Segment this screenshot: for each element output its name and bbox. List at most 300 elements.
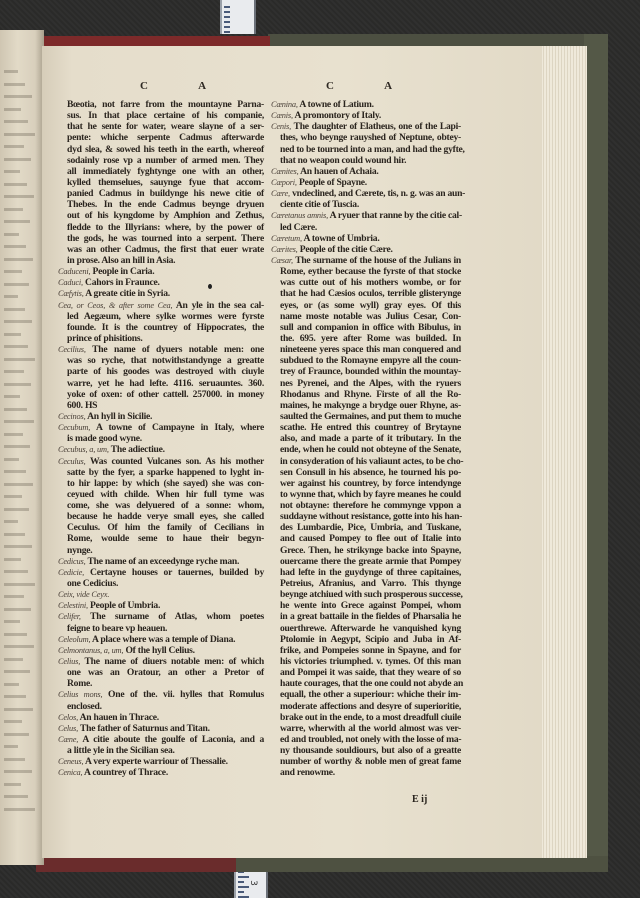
definition-text: warre, wherwith al the world almost was ver- [280, 722, 461, 734]
text-line [271, 277, 461, 288]
text-line [58, 500, 264, 511]
facing-page-text-fragment [4, 708, 33, 711]
definition-text: An hauen of Achaia. [298, 165, 379, 177]
text-line [271, 611, 461, 622]
facing-page-text-fragment [4, 495, 22, 498]
facing-page-text-fragment [4, 745, 18, 748]
text-line [271, 623, 461, 634]
definition-text: The father of Saturnus and Titan. [77, 722, 210, 734]
binding-red-bottom [36, 858, 236, 872]
text-line [271, 701, 461, 712]
text-line [58, 478, 264, 489]
text-line [271, 556, 461, 567]
dictionary-entry-line [58, 734, 264, 745]
text-line [271, 656, 461, 667]
dictionary-entry-line [58, 689, 264, 700]
text-line [271, 199, 461, 210]
definition-text: ouercame there the greate armie that Pompey [280, 555, 461, 567]
text-line [271, 300, 461, 311]
definition-text: prince of phisitions. [67, 332, 143, 344]
facing-page-text-fragment [4, 258, 33, 261]
definition-text: kylled themselues, sauynge fyue that accom- [67, 176, 264, 188]
facing-page-text-fragment [4, 645, 34, 648]
facing-page-text-fragment [4, 195, 34, 198]
definition-text: eyes, or (as some wyll) gray eyes. Of this [280, 299, 461, 311]
text-line [58, 333, 264, 344]
text-line [58, 378, 264, 389]
facing-page-text-fragment [4, 345, 28, 348]
facing-page-text-fragment [4, 445, 30, 448]
definition-text: Bœotia, not farre from the mountayne Parna- [67, 99, 264, 110]
text-line [58, 322, 264, 333]
dictionary-entry-line [271, 177, 461, 188]
facing-page-text-fragment [4, 233, 19, 236]
text-line [271, 366, 461, 377]
text-line [271, 745, 461, 756]
facing-page-text-fragment [4, 208, 23, 211]
text-line [58, 467, 264, 478]
dictionary-entry-line [271, 121, 461, 132]
signature-mark: E ij [412, 794, 428, 805]
text-line [271, 266, 461, 277]
text-line [271, 311, 461, 322]
facing-page-text-fragment [4, 683, 19, 686]
facing-page-text-fragment [4, 533, 25, 536]
definition-text: he wente into Grece against Pompei, whom [280, 600, 461, 612]
definition-text: satte by the fyer, a sparke happened to lyght in- [67, 466, 264, 478]
facing-page-text-fragment [4, 520, 18, 523]
definition-text: An yle in the sea cal- [172, 299, 264, 311]
facing-page-text-fragment [4, 658, 23, 661]
facing-page-text-fragment [4, 183, 27, 186]
text-line [271, 645, 461, 656]
text-line [271, 589, 461, 600]
facing-page-text-fragment [4, 95, 32, 98]
facing-page-text-fragment [4, 470, 26, 473]
definition-text: sus. In that place certaine of his companie, [67, 110, 264, 122]
headword: Celestini, [58, 601, 88, 611]
text-line [271, 433, 461, 444]
facing-page-text-fragment [4, 795, 28, 798]
dictionary-entry-line [58, 444, 264, 455]
ruler-tick [224, 31, 230, 33]
facing-page-text-fragment [4, 433, 23, 436]
headword: Cecubum, [58, 423, 91, 433]
definition-text: and caused Pompey to flee out of Italie into [280, 533, 461, 545]
facing-page-text-fragment [4, 283, 29, 286]
dictionary-entry-line [58, 288, 264, 299]
definition-text: name moste notable was Julius Cesar, Con- [280, 310, 461, 322]
text-line [271, 389, 461, 400]
ruler-tick [224, 6, 230, 8]
headword: Celius mons, [58, 690, 103, 700]
text-line [271, 333, 461, 344]
definition-text: number of worthy & noble men of great fame [280, 756, 461, 768]
facing-page-edge [0, 30, 44, 865]
text-line [58, 155, 264, 166]
headword: Celius, [58, 657, 81, 667]
facing-page-text-fragment [4, 170, 20, 173]
facing-page-text-fragment [4, 295, 18, 298]
dictionary-entry-line [58, 656, 264, 667]
text-line [271, 400, 461, 411]
facing-page-text-fragment [4, 420, 34, 423]
facing-page-text-fragment [4, 633, 27, 636]
dictionary-entry-line [58, 611, 264, 622]
definition-text: ed and troubled, not onely with the losse of ma- [280, 734, 462, 746]
definition-text: Petreius, Afranius, and Varro. This thynge [280, 578, 461, 590]
text-line [271, 489, 461, 500]
text-line [271, 545, 461, 556]
text-line [58, 132, 264, 143]
text-line [271, 411, 461, 422]
text-line [58, 233, 264, 244]
definition-text: nynge. [67, 544, 93, 556]
text-line [271, 712, 461, 723]
definition-text: wer against his countrey, by force intendynge [280, 477, 461, 489]
text-line [271, 723, 461, 734]
text-line [58, 144, 264, 155]
dictionary-entry-line [58, 589, 264, 600]
definition-text: Rome, eyther because the fyrste of that stocke [280, 266, 461, 278]
text-line [58, 745, 264, 756]
headword: Cedicus, [58, 556, 86, 566]
headword: Cæfytis, [58, 289, 84, 299]
facing-page-text-fragment [4, 395, 20, 398]
definition-text: A towne of Latium. [297, 99, 374, 110]
text-line [271, 500, 461, 511]
measuring-ruler-top [220, 0, 256, 34]
text-line [271, 767, 461, 778]
facing-page-text-fragment [4, 808, 35, 811]
definition-text: saulted the Germaines, and put them to muche [280, 410, 461, 422]
text-line [271, 756, 461, 767]
definition-text: not obtayne: therefore he commynge vppon a [280, 500, 461, 512]
text-line [58, 110, 264, 121]
definition-text: Ptolomie in Aegypt, Scipio and Juba in Af- [280, 633, 461, 645]
definition-text: brake out in the ende, to a most dreadfull ciuile [280, 711, 462, 723]
definition-text: A promontory of Italy. [292, 110, 381, 122]
dictionary-entry-line [271, 166, 461, 177]
text-line [271, 600, 461, 611]
definition-text: Rome. [67, 678, 93, 690]
text-line [271, 634, 461, 645]
text-line [58, 210, 264, 221]
text-line [58, 522, 264, 533]
headword: Cænis, [271, 111, 293, 121]
dictionary-entry-line [58, 712, 264, 723]
dictionary-entry-line [271, 210, 461, 221]
headword: Cenis, [271, 122, 291, 132]
facing-page-text-fragment [4, 608, 31, 611]
definition-text: A towne of Umbria. [301, 232, 380, 244]
definition-text: had lefte in the guydynge of three capitaines, [280, 566, 461, 578]
definition-text: Thebes. In the ende Cadmus beynge dryuen [67, 199, 264, 211]
ruler-tick [238, 876, 249, 878]
definition-text: subdued to the Romayne empyre all the coun- [280, 355, 461, 367]
headword: Cea, or Ceos, & after some Cea, [58, 300, 173, 310]
definition-text: panied Cadmus in buildynge his newe citie of [67, 188, 264, 200]
text-line [271, 132, 461, 143]
definition-text: his victories triumphed. v. tymes. Of this man [280, 656, 461, 668]
headword: Celos, [58, 712, 78, 722]
text-line [58, 244, 264, 255]
text-line [271, 378, 461, 389]
definition-text: parte of his goodes was destroyed with ciuyle [67, 366, 264, 378]
dictionary-entry-line [271, 244, 461, 255]
dictionary-entry-line [58, 300, 264, 311]
ruler-tick [224, 11, 230, 13]
headword: Cærites, [271, 244, 298, 254]
definition-text: one Cedicius. [67, 578, 119, 590]
facing-page-text-fragment [4, 158, 31, 161]
headword: Cænina, [271, 100, 298, 109]
definition-text: ny thousande souldiours, but also of a greatte [280, 745, 461, 757]
definition-text: Certayne houses or tauernes, builded by [84, 566, 264, 578]
definition-text: Of the hyll Celius. [123, 644, 195, 656]
definition-text: ciente citie of Tuscia. [280, 199, 359, 211]
headword: Cedicie, [58, 567, 85, 577]
definition-text: come, she was delyuered of a sonne: whom, [67, 500, 264, 512]
text-line [58, 545, 264, 556]
ruler-tick [238, 881, 244, 883]
definition-text: A very experte warriour of Thessalie. [83, 756, 228, 768]
definition-text: vndeclined, and Cærete, tis, n. g. was an aun- [289, 188, 466, 200]
definition-text: Rhodanus and Rhyne. Firste of all the Ro- [280, 388, 461, 400]
text-line [58, 355, 264, 366]
definition-text: because he hadde verye small eyes, she called [67, 511, 264, 523]
dictionary-entry-line [58, 767, 264, 778]
text-line [271, 455, 464, 467]
text-line [271, 689, 461, 700]
dictionary-entry-line [58, 344, 264, 355]
definition-text: was so ryche, that notwithstandynge a greatte [67, 355, 264, 367]
facing-page-text-fragment [4, 408, 27, 411]
definition-text: An hyll in Sicilie. [85, 410, 153, 422]
facing-page-text-fragment [4, 695, 26, 698]
facing-page-text-fragment [4, 458, 19, 461]
definition-text: The surname of Atlas, whom poetes [80, 611, 264, 623]
definition-text: nes Pyrenei, and the Alpes, with the ryuers [280, 377, 461, 389]
dictionary-entry-line [271, 233, 461, 244]
text-line [271, 578, 461, 589]
facing-page-text-fragment [4, 545, 32, 548]
headword: Celeolum, [58, 634, 91, 644]
definition-text: haute courages, that the one could not abyde an [280, 678, 464, 690]
dictionary-entry-line [58, 277, 264, 288]
definition-text: is made good wyne. [67, 433, 142, 445]
facing-page-text-fragment [4, 620, 20, 623]
text-line [271, 444, 461, 455]
definition-text: Cahors in Fraunce. [82, 277, 160, 289]
text-line [271, 422, 461, 433]
definition-text: dyd slea, & sowed his teeth in the earth, whereof [67, 143, 264, 155]
headword: Celmontanus, a, um, [58, 645, 124, 655]
text-line [271, 678, 464, 690]
dictionary-entry-line [58, 634, 264, 645]
running-head-right: C A [326, 80, 417, 92]
facing-page-text-fragment [4, 70, 18, 73]
facing-page-text-fragment [4, 383, 31, 386]
text-line [58, 389, 264, 400]
definition-text: People of the citie Cære. [297, 243, 393, 255]
definition-text: moderate affections and desyre of superioritie, [280, 700, 461, 712]
left-column [58, 99, 264, 779]
facing-page-text-fragment [4, 270, 22, 273]
dictionary-entry-line [58, 456, 264, 467]
text-line [58, 311, 264, 322]
definition-text: An hauen in Thrace. [77, 711, 159, 723]
definition-text: ouerthrewe. Afterwarde he vanquished kyng [280, 622, 461, 634]
definition-text: also, and made a parte of it tributary. In the [280, 433, 461, 445]
definition-text: was an other Cadmus, the first that euer wrate [67, 243, 264, 255]
text-line [271, 222, 461, 233]
definition-text: that he had Cæsios oculos, terrible glisterynge [280, 288, 461, 300]
dictionary-entry-line [271, 255, 461, 266]
definition-text: A towne of Campayne in Italy, where [90, 422, 264, 434]
text-line [271, 734, 461, 745]
facing-page-text-fragment [4, 570, 28, 573]
definition-text: People of Umbria. [87, 600, 161, 612]
definition-text: trey of Fraunce, bounded within the mountay- [280, 366, 461, 378]
text-line [58, 255, 264, 266]
text-line [58, 511, 264, 522]
facing-page-text-fragment [4, 308, 25, 311]
text-line [58, 701, 264, 712]
definition-text: A ryuer that ranne by the citie cal- [327, 210, 462, 222]
headword: Caduci, [58, 278, 83, 288]
facing-page-text-fragment [4, 720, 22, 723]
definition-text: all immediately fyghtynge one with an other, [67, 165, 264, 177]
facing-page-text-fragment [4, 220, 30, 223]
dictionary-entry-line [58, 266, 264, 277]
ruler-tick [224, 16, 230, 18]
definition-text: and Pompei it was saide, that they weare of so [280, 667, 461, 679]
definition-text: beynge atchiued with such prosperous successe, [280, 589, 463, 601]
headword: Cænites, [271, 166, 299, 176]
definition-text: feigne to beare vp heauen. [67, 622, 168, 634]
text-line [271, 344, 461, 355]
dictionary-entry-line [58, 422, 264, 433]
definition-text: to wynne that, which by fayre meanes he could [280, 488, 461, 500]
definition-text: A place where was a temple of Diana. [90, 633, 236, 645]
ruler-number: 3 [247, 880, 258, 886]
headword: Cæretum, [271, 233, 302, 243]
definition-text: out of his kyngdome by Amphion and Zethus, [67, 210, 264, 222]
facing-page-text-fragment [4, 120, 28, 123]
text-line [271, 522, 461, 533]
text-line [58, 623, 264, 634]
headword: Cæpori, [271, 177, 297, 187]
right-column [271, 99, 466, 779]
dictionary-entry-line [58, 600, 264, 611]
definition-text: 600. HS [67, 399, 98, 411]
definition-text: A citie aboute the goulfe of Laconia, and a [78, 734, 264, 746]
headword: Cenica, [58, 768, 83, 778]
book-cover-right [584, 34, 608, 872]
definition-text: Grece. Then, he strikynge backe into Spayne, [280, 544, 461, 556]
definition-text: Ceculus. Of him the family of Cecilians in [67, 522, 264, 534]
text-line [58, 489, 264, 500]
definition-text: that he sente for water, weare slayne of a ser- [67, 121, 264, 133]
facing-page-text-fragment [4, 108, 21, 111]
facing-page-text-fragment [4, 770, 32, 773]
definition-text: The name of diuers notable men: of which [80, 656, 264, 668]
text-line [58, 678, 264, 689]
text-line [271, 533, 461, 544]
headword: Caduceni, [58, 267, 91, 277]
definition-text: enclosed. [67, 700, 102, 712]
definition-text: sull and companion in office with Bibulus, in [280, 321, 461, 333]
facing-page-text-fragment [4, 83, 25, 86]
text-line [58, 99, 264, 110]
text-line [58, 199, 264, 210]
definition-text: des Lumbardie, Pice, Umbria, and Tuskane, [280, 522, 461, 534]
text-line [58, 578, 264, 589]
dictionary-entry-line [58, 411, 264, 422]
facing-page-text-fragment [4, 783, 21, 786]
definition-text: frike, and Pompeies sonne in Spayne, and for [280, 644, 461, 656]
facing-page-text-fragment [4, 358, 35, 361]
definition-text: thes, who beynge rauyshed of Neptune, obtey- [280, 132, 461, 144]
definition-text: in a great battaile in the fieldes of Pharsalia he [280, 611, 461, 623]
definition-text: People of Spayne. [296, 176, 367, 188]
definition-text: and renowme. [280, 767, 335, 779]
dictionary-entry-line [58, 645, 264, 656]
ruler-tick [238, 891, 244, 893]
headword: Cecilius, [58, 345, 86, 355]
definition-text: warre, yet he had lefte. 4116. seruauntes. 360. [67, 377, 264, 389]
headword: Celus, [58, 723, 78, 733]
definition-text: the. 695. yere after Rome was builded. In [280, 332, 461, 344]
text-line [271, 322, 461, 333]
facing-page-text-fragment [4, 595, 24, 598]
text-line [271, 567, 461, 578]
facing-page-text-fragment [4, 245, 26, 248]
definition-text: suddayne without resistance, gotte into his han- [280, 511, 463, 523]
facing-page-text-fragment [4, 583, 35, 586]
definition-text: ceyued with childe. When hir full tyme was [67, 488, 264, 500]
definition-text: a little yle in the Sicilian sea. [67, 745, 175, 757]
definition-text: nineteene yeres space this man conquered and [280, 344, 461, 356]
definition-text: The surname of the house of the Julians in [292, 254, 461, 266]
text-line [58, 433, 264, 444]
facing-page-text-fragment [4, 670, 30, 673]
text-line [271, 355, 461, 366]
text-line [271, 288, 461, 299]
definition-text: led Aegæum, where sylke wormes were fyrste [67, 310, 264, 322]
ruler-tick [224, 21, 230, 23]
dictionary-entry-line [271, 110, 461, 121]
running-head-left: C A [140, 80, 231, 92]
text-line [58, 667, 264, 678]
definition-text: A greate citie in Syria. [83, 288, 170, 300]
text-line [271, 511, 461, 522]
facing-page-text-fragment [4, 483, 33, 486]
definition-text: Rome, woulde seme to haue their begyn- [67, 533, 264, 545]
headword: Ceculus, [58, 456, 86, 466]
text-line [58, 222, 264, 233]
definition-text: pente: whiche serpente Cadmus afterwarde [67, 132, 264, 144]
dictionary-entry-line [271, 99, 461, 110]
definition-text: led Cære. [280, 221, 318, 233]
headword: Cæretanus amnis, [271, 211, 328, 221]
facing-page-text-fragment [4, 145, 24, 148]
definition-text: fledde to the Illyrians: where, by the power of [67, 221, 264, 233]
text-line [271, 143, 465, 155]
headword: Cecubus, a, um, [58, 445, 109, 455]
page-edges-stack [540, 46, 587, 858]
